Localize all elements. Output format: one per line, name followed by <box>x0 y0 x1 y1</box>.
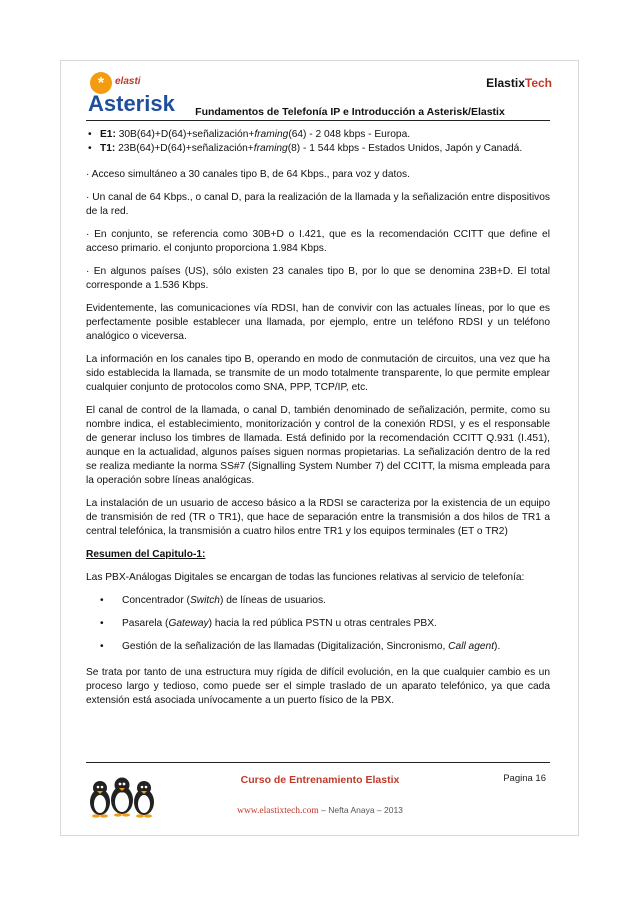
paragraph: · Un canal de 64 Kbps., o canal D, para la realización de la llamada y la señalización entre dispositivos de la red. <box>86 192 550 217</box>
paragraph: Se trata por tanto de una estructura muy rígida de difícil evolución, en la que cualquier cambio es un proceso largo y tedioso, como puede ser el simple traslado de un aparato telefónico, ya que cada extensión está asociada unívocamente a un puerto físico de la PBX. <box>86 667 550 706</box>
header-divider <box>86 120 550 121</box>
list-item: • Gestión de la señalización de las llamadas (Digitalización, Sincronismo, Call agent). <box>86 640 550 654</box>
penguin-icon <box>111 778 133 817</box>
penguin-icon <box>90 781 110 818</box>
paragraph: · En algunos países (US), sólo existen 23 canales tipo B, por lo que se denomina 23B+D. El total corresponde a 1.536 Kbps. <box>86 266 550 291</box>
section-heading: Resumen del Capitulo-1: <box>86 549 206 560</box>
footer-url-link[interactable]: www.elastixtech.com <box>237 806 319 816</box>
list-item: • Concentrador (Switch) de líneas de usuarios. <box>86 594 550 608</box>
paragraph: El canal de control de la llamada, o canal D, también denominado de señalización, permite, como su nombre indica, el establecimiento, monitorización y control de la conexión RDSI, y es el responsable de generar incluso los timbres de llamada. Está definido por la recomendación CCITT Q.931 (I.451), aunque en la actualidad, algunos países siguen normas propietarias. La señalización dentro de la red se realiza mediante la norma SS#7 (Signalling System Number 7) del CCITT, la misma empleada para la operación sobre líneas analógicas. <box>86 405 550 486</box>
page-content <box>86 128 550 717</box>
penguins-icon <box>86 772 156 818</box>
pbx-functions-list <box>86 594 550 654</box>
list-item: • T1: 23B(64)+D(64)+señalización+framing(8) - 1 544 kbps - Estados Unidos, Japón y Canadá. <box>86 142 550 156</box>
standards-list <box>86 128 550 156</box>
footer-author: – Nefta Anaya – 2013 <box>318 805 403 815</box>
paragraph: Las PBX-Análogas Digitales se encargan de todas las funciones relativas al servicio de telefonía: <box>86 572 525 583</box>
footer-divider <box>86 762 550 763</box>
asterisk-star-icon: * <box>97 75 105 92</box>
paragraph: · Acceso simultáneo a 30 canales tipo B, de 64 Kbps., para voz y datos. <box>86 169 410 180</box>
paragraph: La información en los canales tipo B, operando en modo de conmutación de circuitos, una vez que ha sido establecida la llamada, se transmite de un modo totalmente transparente, lo que permite emplear cualquier conjunto de protocolos como SNA, PPP, TCP/IP, etc. <box>86 354 550 393</box>
brand-suffix: Tech <box>524 76 552 90</box>
footer-course-title: Curso de Entrenamiento Elastix <box>240 774 400 786</box>
list-item: • Pasarela (Gateway) hacia la red pública PSTN u otras centrales PBX. <box>86 617 550 631</box>
paragraph: · En conjunto, se referencia como 30B+D o I.421, que es la recomendación CCITT que define el acceso primario. el conjunto proporciona 1.984 Kbps. <box>86 229 550 254</box>
logo-big-text: Asterisk <box>88 91 175 116</box>
brand-label <box>486 76 552 90</box>
footer-credit <box>150 805 490 816</box>
asterisk-logo <box>86 66 186 116</box>
paragraph: Evidentemente, las comunicaciones vía RDSI, han de convivir con las actuales líneas, por lo que es perfectamente posible establecer una llamada, por ejemplo, entre un teléfono RDSI y un teléfono analógico o viceversa. <box>86 303 550 342</box>
logo-small-text: elasti <box>115 76 141 87</box>
brand-prefix: Elastix <box>486 76 525 90</box>
list-item: • E1: 30B(64)+D(64)+señalización+framing(64) - 2 048 kbps - Europa. <box>86 128 550 142</box>
header-title: Fundamentos de Telefonía IP e Introducción a Asterisk/Elastix <box>195 106 505 118</box>
page-number: Pagina 16 <box>503 773 546 784</box>
paragraph: La instalación de un usuario de acceso básico a la RDSI se caracteriza por la existencia de un equipo de transmisión de red (TR o TR1), que hace de separación entre la transmisión a dos hilos de TR1 a central telefónica, la transmisión a cuatro hilos entre TR1 y los equipos terminales (ET o TR2) <box>86 498 550 537</box>
